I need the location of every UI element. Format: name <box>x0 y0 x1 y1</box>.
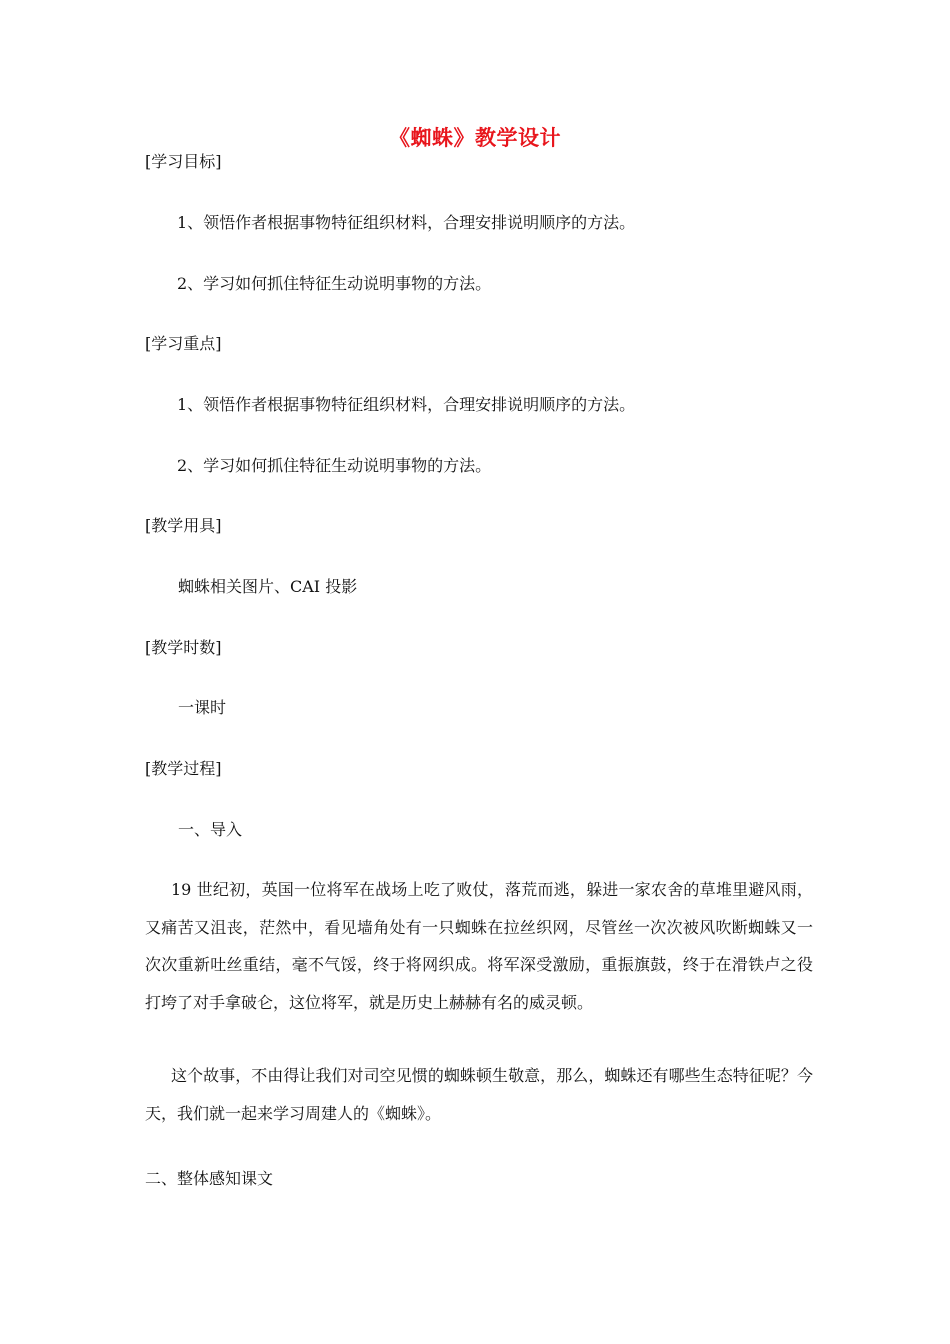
objectives-heading: [学习目标] <box>145 152 222 171</box>
focus-item-2: 2、学习如何抓住特征生动说明事物的方法。 <box>177 456 492 475</box>
objective-item-1: 1、领悟作者根据事物特征组织材料，合理安排说明顺序的方法。 <box>177 213 636 232</box>
hours-heading: [教学时数] <box>145 638 222 657</box>
hours-text: 一课时 <box>178 698 227 717</box>
step-overview-heading: 二、整体感知课文 <box>145 1169 274 1188</box>
document-title: 《蜘蛛》教学设计 <box>389 126 561 150</box>
focus-heading: [学习重点] <box>145 334 222 353</box>
focus-item-1: 1、领悟作者根据事物特征组织材料，合理安排说明顺序的方法。 <box>177 395 636 414</box>
process-heading: [教学过程] <box>145 759 222 778</box>
objective-item-2: 2、学习如何抓住特征生动说明事物的方法。 <box>177 274 492 293</box>
tools-heading: [教学用具] <box>145 516 222 535</box>
intro-story-paragraph: 19 世纪初，英国一位将军在战场上吃了败仗，落荒而逃，躲进一家农舍的草堆里避风雨，又痛苦又沮丧，茫然中，看见墙角处有一只蜘蛛在拉丝织网，尽管丝一次次被风吹断蜘蛛又一次次重新吐丝重结，毫不气馁，终于将网织成。将军深受激励，重振旗鼓，终于在滑铁卢之役打垮了对手拿破仑，这位将军，就是历史上赫赫有名的威灵顿。 <box>145 880 813 1012</box>
tools-text: 蜘蛛相关图片、CAI 投影 <box>178 577 358 596</box>
step-intro-heading: 一、导入 <box>178 820 243 839</box>
intro-transition-paragraph: 这个故事，不由得让我们对司空见惯的蜘蛛顿生敬意，那么，蜘蛛还有哪些生态特征呢？今天，我们就一起来学习周建人的《蜘蛛》。 <box>145 1066 813 1123</box>
